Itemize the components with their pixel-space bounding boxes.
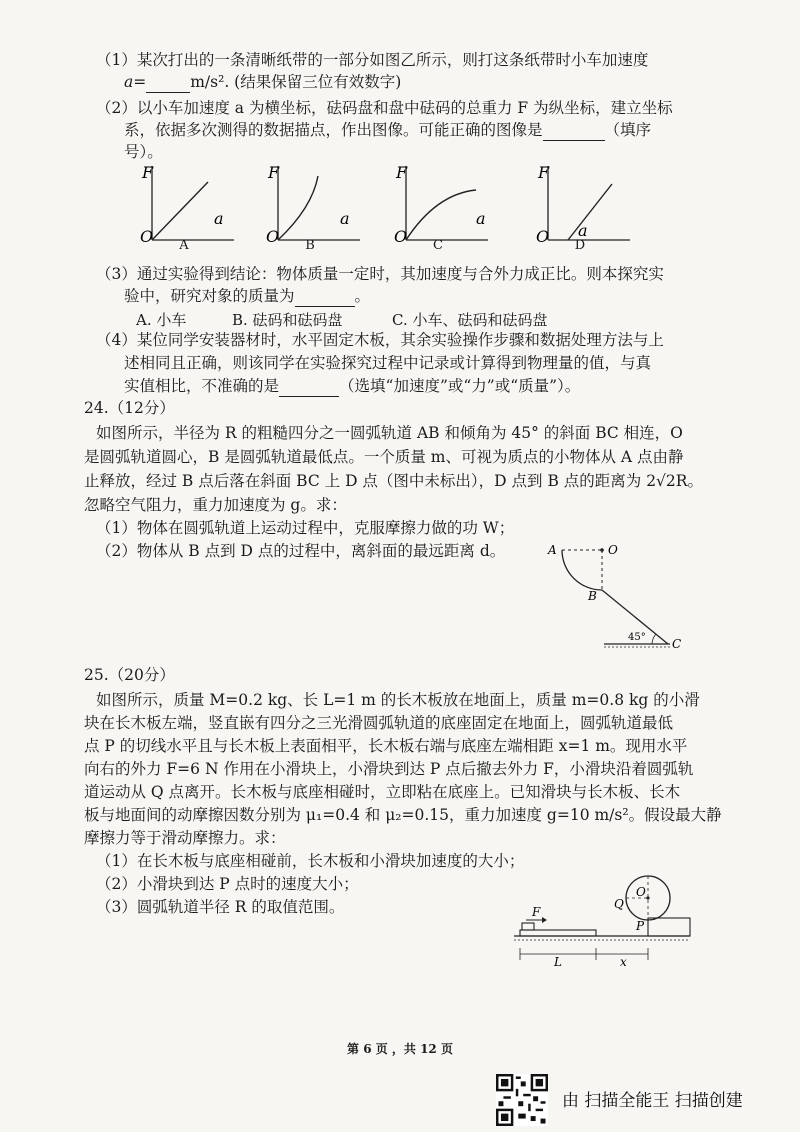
page-number: 第 6 页 ，共 12 页 [347, 1042, 453, 1056]
graph-c-x-label: a [476, 209, 486, 228]
q24-line3: 止释放，经过 B 点后落在斜面 BC 上 D 点（图中未标出），D 点到 B 点的距离为 2√2R。 [84, 472, 703, 490]
graph-b-origin: O [266, 227, 280, 246]
graph-b-y-label: F [268, 163, 280, 182]
q23-part3-line2 [124, 286, 370, 307]
q23-part1-line1: （1）某次打出的一条清晰纸带的一部分如图乙所示，则打这条纸带时小车加速度 [96, 51, 649, 69]
answer-blank-4 [279, 376, 339, 397]
graph-b [264, 160, 364, 254]
q25-label-l: L [554, 955, 562, 968]
q25-sub3: （3）圆弧轨道半径 R 的取值范围。 [96, 898, 345, 916]
q23-part4-text: 实值相比，不准确的是 [124, 377, 280, 395]
graph-a-svg [138, 160, 238, 250]
scanner-watermark: 由 扫描全能王 扫描创建 [562, 1091, 743, 1111]
q25-sub2: （2）小滑块到达 P 点时的速度大小； [96, 875, 359, 893]
graph-b-svg [264, 160, 364, 250]
q25-line7: 摩擦力等于滑动摩擦力。求： [84, 829, 286, 847]
q23-part1-prefix: a= [124, 73, 147, 91]
graph-c-svg [392, 160, 492, 250]
q24-line4: 忽略空气阻力，重力加速度为 g。求： [84, 496, 347, 514]
answer-blank-3 [295, 286, 355, 307]
graph-a-y-label: F [142, 163, 154, 182]
q24-sub2: （2）物体从 B 点到 D 点的过程中，离斜面的最远距离 d。 [96, 542, 506, 560]
q23-part1-line2 [124, 72, 401, 93]
answer-blank-1 [146, 72, 190, 93]
q23-part2-line2 [124, 120, 651, 141]
graph-d-origin: O [536, 227, 550, 246]
q25-figure-svg [514, 868, 694, 968]
q25-line3: 点 P 的切线水平且与长木板上表面相平，长木板右端与底座左端相距 x=1 m。现用水平 [84, 737, 688, 755]
graph-d-x-label: a [578, 221, 588, 240]
graph-d-svg [534, 160, 634, 250]
q23-part3-option-b: B. 砝码和砝码盘 [232, 311, 343, 329]
graph-c [392, 160, 492, 254]
q25-line6: 板与地面间的动摩擦因数分别为 μ₁=0.4 和 μ₂=0.15，重力加速度 g=10 m/s²。假设最大静 [84, 806, 722, 824]
graph-d [534, 160, 634, 254]
q24-sub1: （1）物体在圆弧轨道上运动过程中，克服摩擦力做的功 W； [96, 519, 515, 537]
q25-label-f: F [532, 905, 541, 919]
graph-b-x-label: a [340, 209, 350, 228]
q23-part3-text: 验中，研究对象的质量为 [124, 287, 295, 305]
q24-label-b: B [588, 589, 597, 603]
q25-label-q: Q [614, 897, 624, 911]
q23-part3-option-a: A. 小车 [136, 311, 187, 329]
graph-c-origin: O [394, 227, 408, 246]
q24-label-a: A [548, 543, 557, 557]
graph-a-label: A [179, 238, 189, 253]
graph-a-x-label: a [214, 209, 224, 228]
q25-label-o: O [636, 885, 646, 899]
graph-b-label: B [305, 238, 315, 253]
q23-part3-option-c: C. 小车、砝码和砝码盘 [392, 311, 548, 329]
q25-line1: 如图所示，质量 M=0.2 kg、长 L=1 m 的长木板放在地面上，质量 m=0.8 kg 的小滑 [96, 691, 700, 709]
q24-figure [540, 536, 700, 660]
q23-part4-line3 [124, 376, 580, 397]
q23-part3-line1: （3）通过实验得到结论：物体质量一定时，其加速度与合外力成正比。则本探究实 [96, 265, 664, 283]
q23-part3-text-post: 。 [354, 287, 371, 305]
qr-code-icon [496, 1074, 548, 1126]
q25-sub1: （1）在长木板与底座相碰前，长木板和小滑块加速度的大小； [96, 852, 525, 870]
q25-label-x: x [620, 955, 627, 968]
q23-part4-line1: （4）某位同学安装器材时，水平固定木板，其余实验操作步骤和数据处理方法与上 [96, 331, 664, 349]
graph-d-y-label: F [538, 163, 550, 182]
q23-part2-line1: （2）以小车加速度 a 为横坐标，砝码盘和盘中砝码的总重力 F 为纵坐标，建立坐标 [96, 99, 673, 117]
graph-c-label: C [433, 238, 443, 253]
q24-label-angle: 45° [628, 632, 646, 643]
q24-label-o: O [608, 543, 618, 557]
q25-line4: 向右的外力 F=6 N 作用在小滑块上，小滑块到达 P 点后撤去外力 F，小滑块沿着圆弧轨 [84, 760, 694, 778]
q23-part1-suffix: m/s². (结果保留三位有效数字) [190, 73, 402, 91]
q25-header: 25.（20分） [84, 666, 175, 684]
graph-a-origin: O [140, 227, 154, 246]
q24-figure-svg [540, 536, 700, 656]
q25-label-p: P [636, 919, 645, 933]
answer-blank-2 [543, 120, 605, 141]
q24-line2: 是圆弧轨道圆心，B 是圆弧轨道最低点。一个质量 m、可视为质点的小物体从 A 点由静 [84, 448, 684, 466]
q23-part2-text: 系，依据多次测得的数据描点，作出图像。可能正确的图像是 [124, 121, 543, 139]
q24-label-c: C [672, 637, 682, 651]
q23-part2-line3: 号）。 [124, 143, 163, 161]
q23-part2-text-post: （填序 [604, 121, 652, 139]
q23-part4-line2: 述相同且正确，则该同学在实验探究过程中记录或计算得到物理量的值，与真 [124, 354, 652, 372]
q24-header: 24.（12分） [84, 399, 175, 417]
q24-line1: 如图所示，半径为 R 的粗糙四分之一圆弧轨道 AB 和倾角为 45° 的斜面 BC 相连，O [96, 424, 683, 442]
q25-line2: 块在长木板左端，竖直嵌有四分之三光滑圆弧轨道的底座固定在地面上，圆弧轨道最低 [84, 714, 674, 732]
graph-c-y-label: F [396, 163, 408, 182]
q25-line5: 道运动从 Q 点离开。长木板与底座相碰时，立即粘在底座上。已知滑块与长木板、长木 [84, 783, 681, 801]
graph-d-label: D [574, 238, 586, 253]
graph-a [138, 160, 238, 254]
q23-part4-text-post: （选填“加速度”或“力”或“质量”）。 [339, 377, 581, 395]
q25-figure [514, 868, 694, 972]
